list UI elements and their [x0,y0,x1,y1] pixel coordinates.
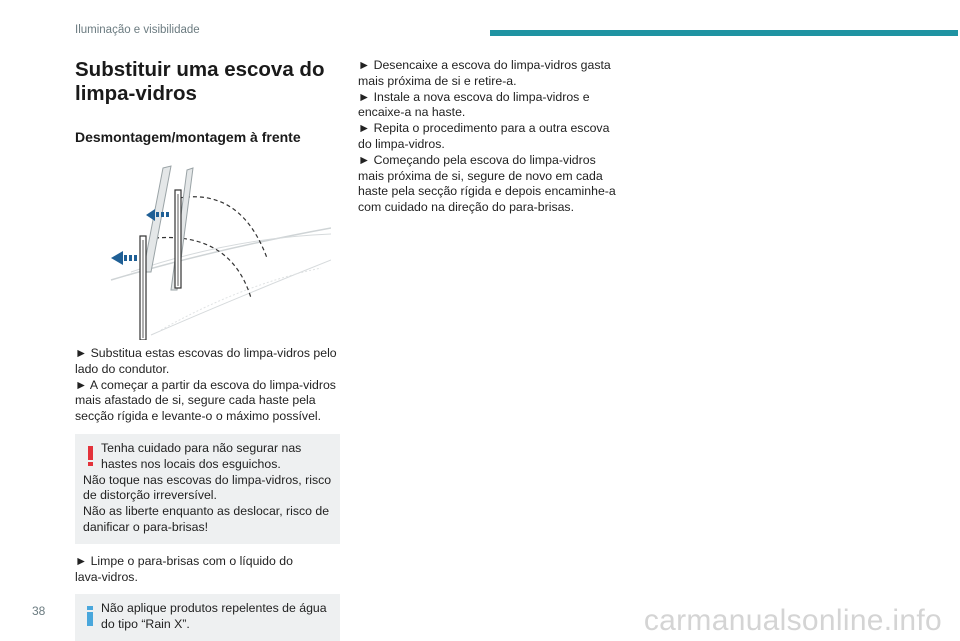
step-line: ► Limpe o para-brisas com o líquido do [75,553,293,568]
windscreen-wiper-removal-illustration [91,160,331,340]
step-line: haste pela secção rígida e depois encaminhe-a [358,184,616,199]
right-column [358,58,618,216]
warning-line: Tenha cuidado para não segurar nas [101,440,302,455]
page-title-line-2: limpa-vidros [75,82,197,105]
step-line: ► Começando pela escova do limpa-vidros [358,152,596,167]
step-line: mais afastado de si, segure cada haste pela [75,393,316,408]
step-line: ► Repita o procedimento para a outra escova [358,121,610,136]
warning-line: hastes nos locais dos esguichos. [101,456,281,471]
info-box [75,594,340,641]
watermark: carmanualsonline.info [643,604,942,637]
arrow-icon [111,251,137,265]
step-line: mais próxima de si e retire-a. [358,73,517,88]
page-number: 38 [32,604,46,618]
page-title [75,58,340,106]
step-line: mais próxima de si, segure de novo em cada [358,168,603,183]
section-subtitle: Desmontagem/montagem à frente [75,129,301,145]
step-line: com cuidado na direção do para-brisas. [358,200,575,215]
step-line: secção rígida e levante-o o máximo possível. [75,409,322,424]
step-line: lava-vidros. [75,569,138,584]
warning-line: de distorção irreversível. [83,488,217,503]
warning-line: Não toque nas escovas do limpa-vidros, risco [83,472,332,487]
warning-line: danificar o para-brisas! [83,519,209,534]
left-column [75,58,340,641]
steps-block-b [75,554,340,586]
section-title: Iluminação e visibilidade [75,24,200,36]
warning-line: Não as liberte enquanto as deslocar, risco de [83,504,330,519]
steps-block-a [75,346,340,425]
info-line: Não aplique produtos repelentes de água [101,601,327,616]
step-line: encaixe-a na haste. [358,105,466,120]
step-line: do limpa-vidros. [358,136,445,151]
step-line: ► A começar a partir da escova do limpa-vidros [75,377,336,392]
info-line: do tipo “Rain X”. [101,617,190,632]
warning-box [75,434,340,544]
step-line: ► Desencaixe a escova do limpa-vidros gasta [358,58,611,72]
warning-exclamation-icon [88,446,93,466]
step-line: ► Instale a nova escova do limpa-vidros e [358,89,590,104]
page-title-line-1: Substituir uma escova do [75,58,325,81]
header-accent-bar [490,30,958,36]
step-line: lado do condutor. [75,361,170,376]
info-icon [87,606,93,626]
step-line: ► Substitua estas escovas do limpa-vidros pelo [75,346,337,360]
